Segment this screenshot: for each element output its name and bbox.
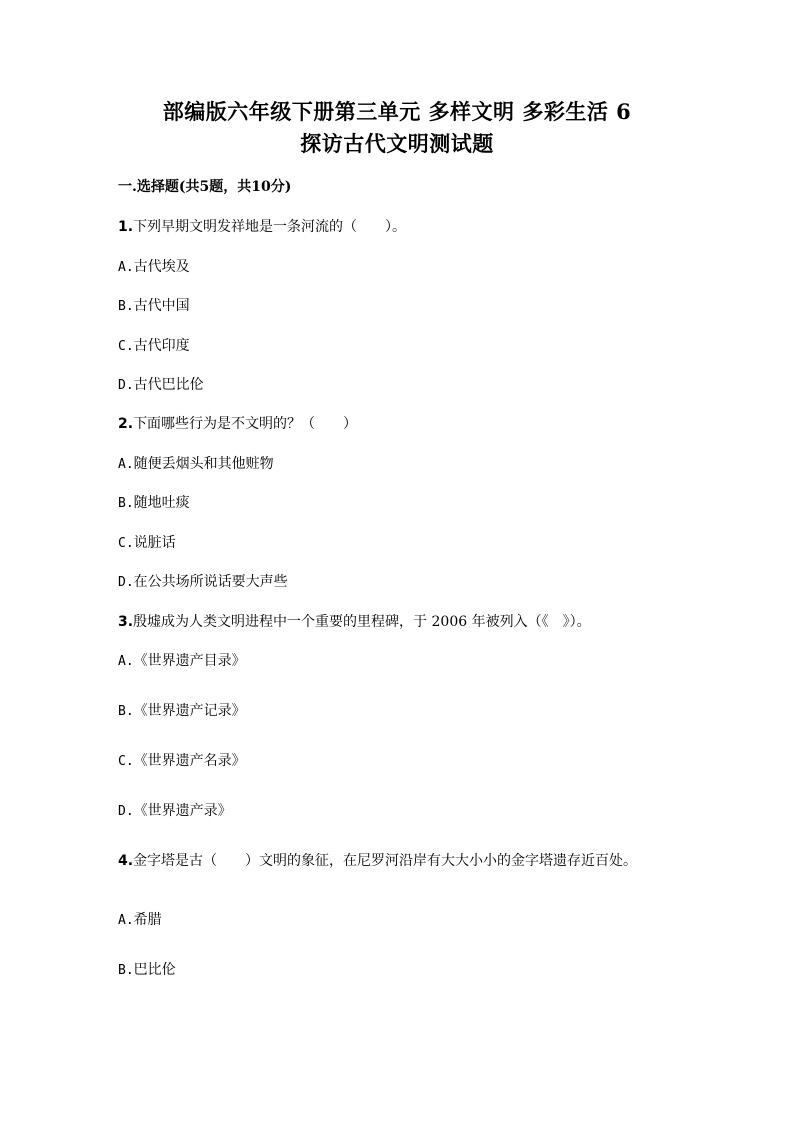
question-3-option-c	[118, 751, 246, 772]
option-text: 古代中国	[133, 298, 190, 314]
question-2-option-b	[118, 493, 190, 514]
option-letter: D.	[118, 575, 134, 590]
option-text: 《世界遗产目录》	[133, 653, 246, 669]
question-1-option-b	[118, 296, 190, 317]
question-number: 2.	[118, 416, 134, 432]
question-2	[118, 414, 678, 434]
option-text: 古代巴比伦	[133, 377, 204, 393]
question-3-option-a	[118, 651, 246, 672]
question-3	[118, 612, 678, 632]
option-text: 随地吐痰	[133, 495, 190, 511]
question-1	[118, 217, 678, 237]
option-letter: B.	[118, 496, 134, 511]
option-text: 《世界遗产录》	[133, 803, 232, 819]
question-3-option-b	[118, 701, 246, 722]
option-letter: C.	[118, 536, 134, 551]
option-letter: A.	[118, 654, 134, 669]
question-text: 下面哪些行为是不文明的？（ ）	[133, 416, 358, 432]
option-letter: B.	[118, 963, 134, 978]
option-letter: D.	[118, 804, 134, 819]
option-text: 古代印度	[133, 338, 190, 354]
question-text: 下列早期文明发祥地是一条河流的（ ）。	[133, 219, 407, 235]
question-number: 1.	[118, 219, 134, 235]
question-number: 4.	[118, 853, 134, 869]
document-title-line-1: 部编版六年级下册第三单元 多样文明 多彩生活 6	[162, 99, 632, 124]
option-letter: B.	[118, 704, 134, 719]
section-heading: 一.选择题(共5题，共10分)	[118, 179, 292, 195]
question-1-option-d	[118, 375, 204, 396]
option-text: 在公共场所说话要大声些	[133, 574, 288, 590]
question-4-option-b	[118, 960, 176, 981]
option-letter: A.	[118, 913, 134, 928]
option-letter: A.	[118, 457, 134, 472]
option-text: 《世界遗产名录》	[133, 753, 246, 769]
question-4-option-a	[118, 910, 162, 931]
option-text: 说脏话	[133, 535, 176, 551]
option-text: 古代埃及	[133, 259, 190, 275]
question-2-option-c	[118, 533, 176, 554]
option-letter: C.	[118, 339, 134, 354]
question-text: 殷墟成为人类文明进程中一个重要的里程碑，于 2006 年被列入（《 》）。	[133, 614, 591, 630]
question-2-option-a	[118, 454, 274, 475]
question-text: 金字塔是古（ ）文明的象征，在尼罗河沿岸有大大小小的金字塔遗存近百处。	[133, 853, 638, 869]
question-2-option-d	[118, 572, 288, 593]
question-3-option-d	[118, 801, 232, 822]
question-1-option-c	[118, 336, 190, 357]
document-title-line-2: 探访古代文明测试题	[300, 131, 494, 156]
option-letter: B.	[118, 299, 134, 314]
option-text: 《世界遗产记录》	[133, 703, 246, 719]
option-text: 巴比伦	[133, 962, 176, 978]
question-1-option-a	[118, 257, 190, 278]
option-letter: C.	[118, 754, 134, 769]
option-text: 希腊	[133, 912, 162, 928]
question-number: 3.	[118, 614, 134, 630]
option-letter: A.	[118, 260, 134, 275]
option-text: 随便丢烟头和其他赃物	[133, 456, 274, 472]
question-4	[118, 851, 678, 872]
option-letter: D.	[118, 378, 134, 393]
